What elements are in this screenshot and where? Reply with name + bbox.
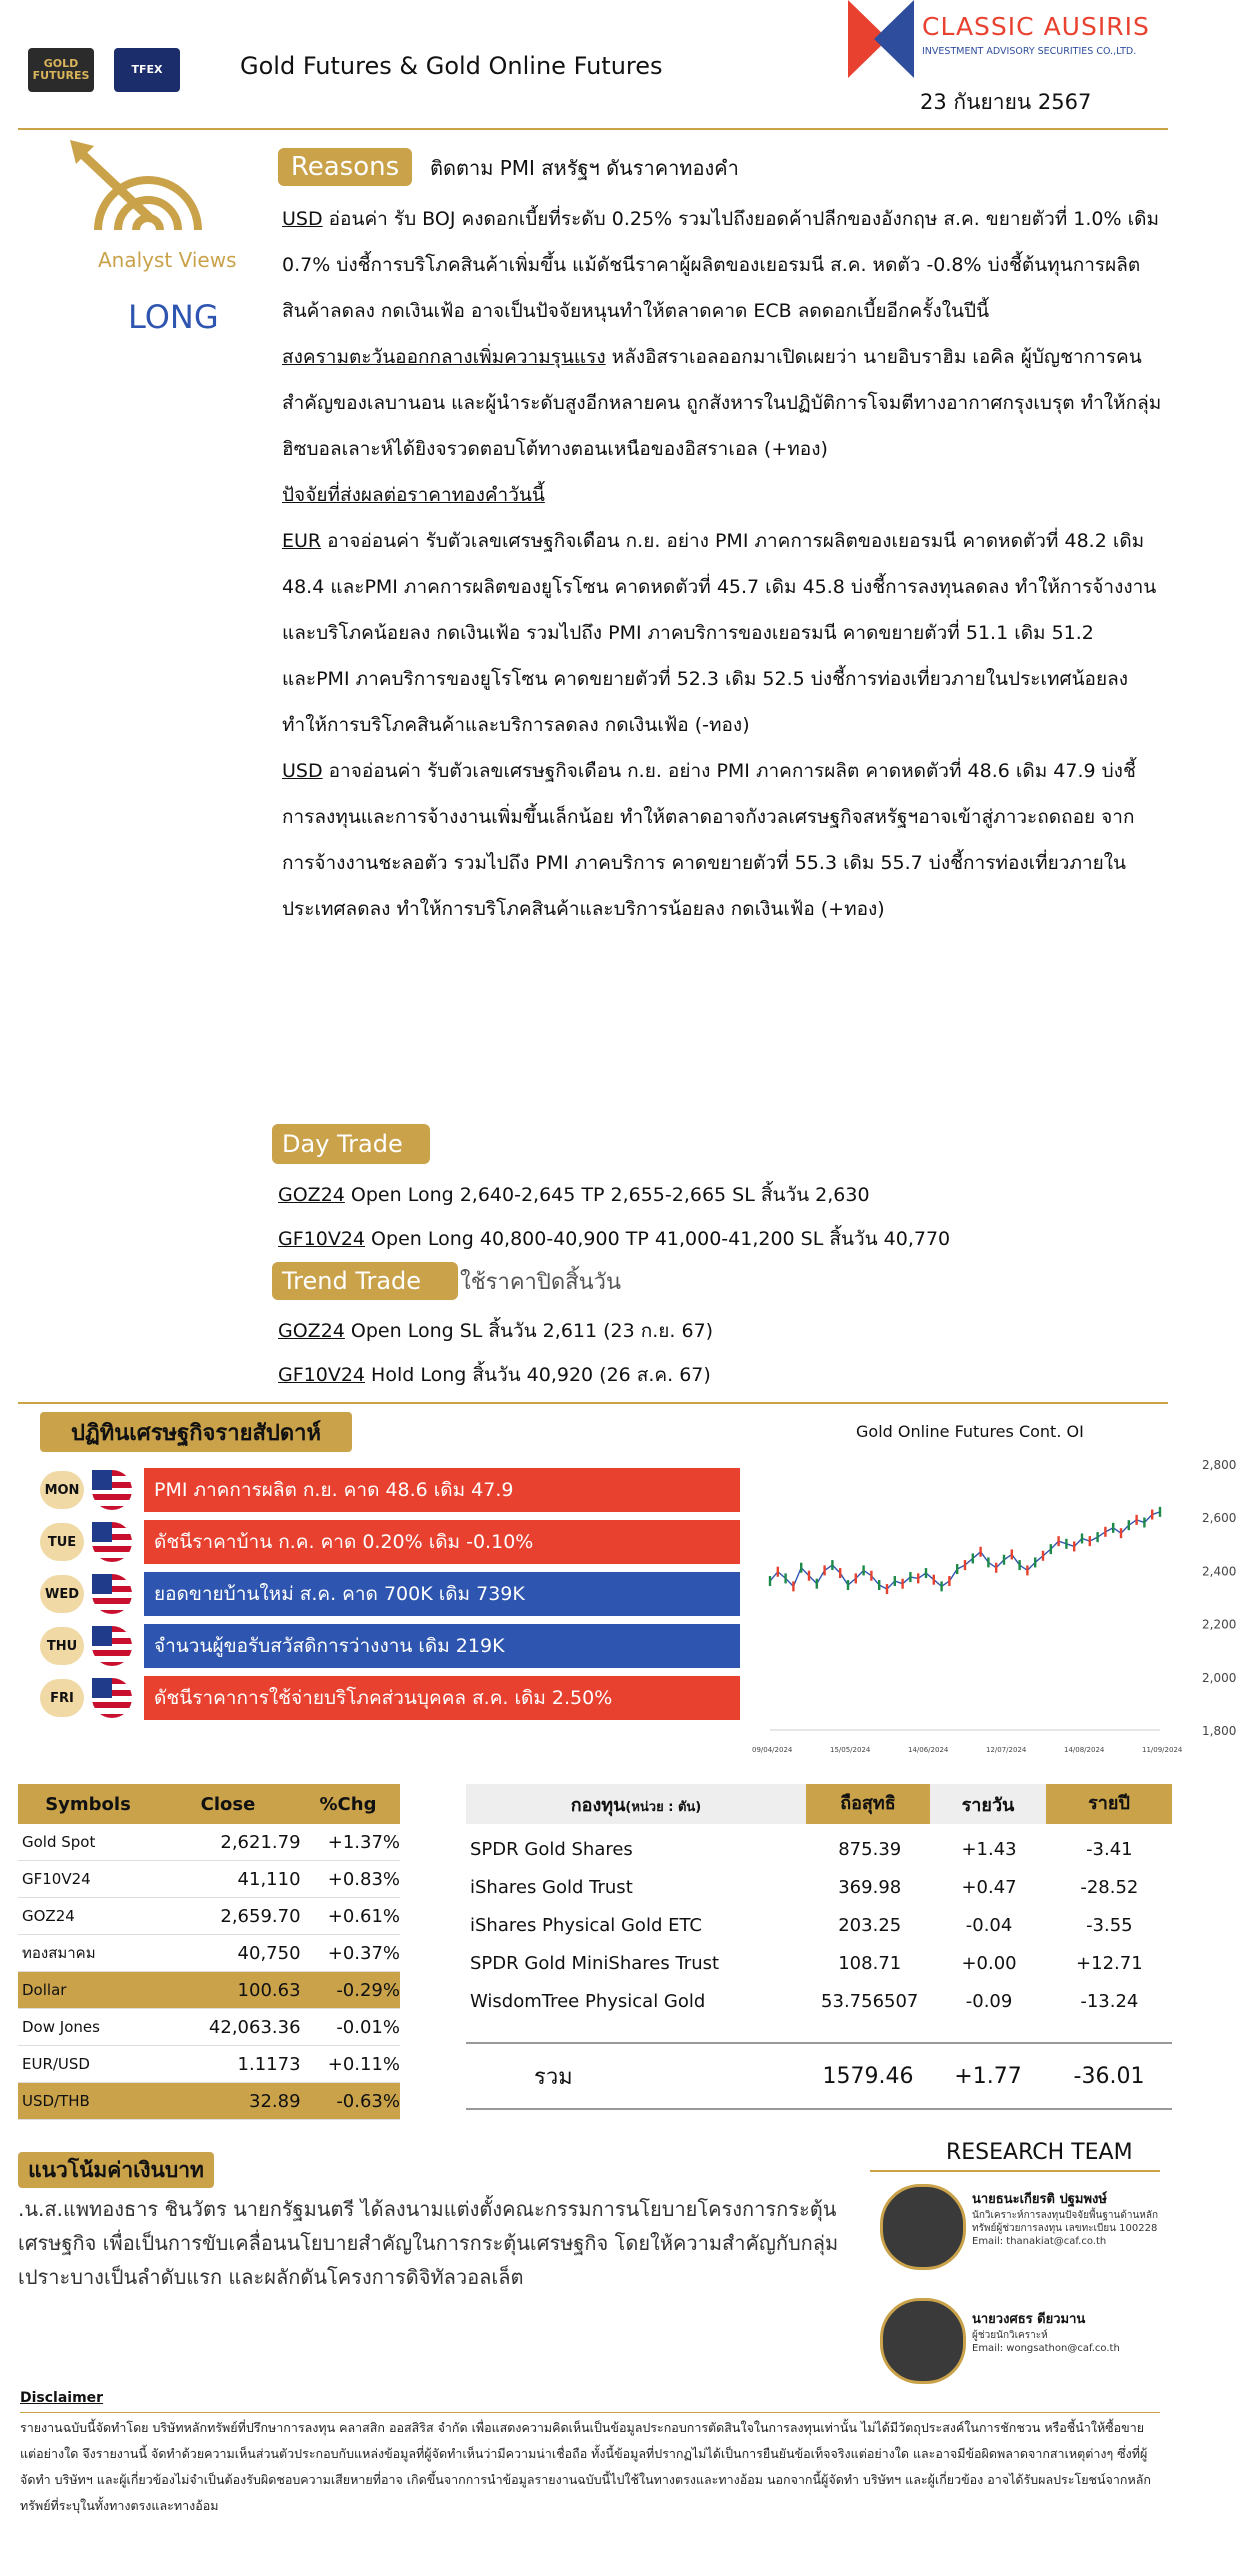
factors-heading: ปัจจัยที่ส่งผลต่อราคาทองคำวันนี้	[282, 484, 545, 506]
day-trade-goz24: GOZ24 Open Long 2,640-2,645 TP 2,655-2,665 SL สิ้นวัน 2,630	[278, 1184, 870, 1206]
data-point	[808, 1571, 810, 1581]
symbol-cell: GF10V24	[22, 1870, 91, 1888]
data-point	[995, 1563, 997, 1573]
data-point	[1050, 1544, 1052, 1554]
fund-total-row: รวม 1579.46 +1.77 -36.01	[534, 2063, 1145, 2090]
calendar-event: ยอดขายบ้านใหม่ ส.ค. คาด 700K เดิม 739K	[144, 1572, 740, 1616]
data-point	[925, 1568, 927, 1578]
table-row	[18, 1861, 400, 1898]
daily-cell: +1.43	[961, 1838, 1017, 1860]
daily-cell: +0.47	[961, 1876, 1017, 1898]
research-divider	[870, 2170, 1160, 2172]
section-divider	[18, 1402, 1168, 1404]
table-row	[18, 2009, 400, 2046]
fund-table	[466, 1784, 1172, 2110]
us-flag-icon	[92, 1522, 132, 1562]
data-point	[1042, 1551, 1044, 1561]
yearly-cell: -28.52	[1080, 1876, 1139, 1898]
chg-cell: -0.29%	[336, 1979, 400, 2001]
market-table	[18, 1784, 400, 2120]
data-point	[917, 1573, 919, 1583]
calendar-row	[40, 1518, 740, 1566]
close-cell: 2,659.70	[220, 1905, 301, 1927]
calendar-event: ดัชนีราคาการใช้จ่ายบริโภคส่วนบุคคล ส.ค. เดิม 2.50%	[144, 1676, 740, 1720]
col-fund: กองทุน(หน่วย : ตัน)	[570, 1794, 702, 1816]
brand-name: CLASSIC AUSIRIS	[922, 12, 1150, 41]
data-point	[1057, 1536, 1059, 1546]
series-line	[770, 1512, 1160, 1589]
data-point	[777, 1567, 779, 1577]
x-tick-label: 15/05/2024	[830, 1746, 871, 1754]
y-tick-label: 2,200	[1202, 1617, 1237, 1632]
calendar-row	[40, 1622, 740, 1670]
data-point	[823, 1565, 825, 1575]
chg-cell: +0.83%	[327, 1868, 400, 1890]
close-cell: 1.1173	[237, 2053, 301, 2075]
calendar-event: จำนวนผู้ขอรับสวัสดิการว่างงาน เดิม 219K	[144, 1624, 740, 1668]
chg-cell: +0.37%	[327, 1942, 400, 1964]
fund-total-bottom	[466, 2108, 1172, 2110]
market-table-body	[18, 1824, 400, 2120]
position-label: LONG	[128, 298, 219, 336]
report-date: 23 กันยายน 2567	[920, 90, 1092, 114]
us-flag-icon	[92, 1678, 132, 1718]
data-point	[1003, 1555, 1005, 1565]
data-point	[979, 1547, 981, 1557]
us-flag-icon	[92, 1574, 132, 1614]
data-point	[1026, 1565, 1028, 1575]
data-point	[816, 1579, 818, 1589]
data-point	[1151, 1510, 1153, 1520]
header-divider	[18, 128, 1168, 130]
data-point	[886, 1584, 888, 1594]
chg-cell: +1.37%	[327, 1831, 400, 1853]
table-row	[466, 1906, 1172, 1944]
reason-middle-east: สงครามตะวันออกกลางเพิ่มความรุนแรง หลังอิสราเอลออกมาเปิดเผยว่า นายอิบราฮิม เอคิล ผู้บัญชาการคนสำคัญของเลบานอน และผู้นำระดับสูงอีกหลายคน ถูกสังหารในปฏิบัติการโจมตีทางอากาศกรุงเบรุต ทำให้กลุ่มฮิซบอลเลาะห์ได้ยิงจรวดตอบโต้ทางตอนเหนือของอิสราเอล (+ทอง)	[282, 346, 1162, 460]
day-badge: FRI	[40, 1679, 84, 1717]
close-cell: 40,750	[237, 1942, 301, 1964]
reason-usd: USD อ่อนค่า รับ BOJ คงดอกเบี้ยที่ระดับ 0.25% รวมไปถึงยอดค้าปลีกของอังกฤษ ส.ค. ขยายตัวที่ 1.0% เดิม 0.7% บ่งชี้การบริโภคสินค้าเพิ่มขึ้น แม้ดัชนีราคาผู้ผลิตของเยอรมนี ส.ค. หดตัว -0.8% บ่งชี้ต้นทุนการผลิตสินค้าลดลง กดเงินเฟ้อ อาจเป็นปัจจัยหนุนทำให้ตลาดคาด ECB ลดดอกเบี้ยอีกครั้งในปีนี้	[282, 208, 1159, 322]
close-cell: 42,063.36	[208, 2016, 301, 2038]
researcher-2: นายวงศธร ดียวมาน ผู้ช่วยนักวิเคราะห์ Email: wongsathon@caf.co.th	[972, 2312, 1120, 2354]
fund-table-header	[466, 1784, 1172, 1824]
analyst-caption: Analyst Views	[98, 248, 237, 272]
calendar-row	[40, 1570, 740, 1618]
data-point	[1034, 1557, 1036, 1567]
calendar-event: ดัชนีราคาบ้าน ก.ค. คาด 0.20% เดิม -0.10%	[144, 1520, 740, 1564]
close-cell: 32.89	[249, 2090, 301, 2112]
fund-name: SPDR Gold Shares	[470, 1838, 633, 1860]
y-tick-label: 2,600	[1202, 1511, 1237, 1526]
col-yearly: รายปี	[1046, 1784, 1172, 1824]
data-point	[878, 1580, 880, 1590]
data-point	[1128, 1520, 1130, 1530]
data-point	[839, 1568, 841, 1578]
avatar	[880, 2184, 966, 2270]
calendar-title: ปฏิทินเศรษฐกิจรายสัปดาห์	[40, 1412, 352, 1452]
chg-cell: +0.61%	[327, 1905, 400, 1927]
data-point	[1073, 1541, 1075, 1551]
symbol-cell: Gold Spot	[22, 1833, 96, 1851]
calendar-row	[40, 1466, 740, 1514]
trend-trade-note: ใช้ราคาปิดสิ้นวัน	[460, 1270, 622, 1295]
data-point	[1159, 1507, 1161, 1517]
data-point	[956, 1564, 958, 1574]
day-badge: WED	[40, 1575, 84, 1613]
col-symbols: Symbols	[45, 1793, 131, 1815]
daily-cell: -0.09	[965, 1990, 1013, 2012]
col-close: Close	[200, 1793, 256, 1815]
disclaimer-rule	[20, 2412, 1160, 2413]
symbol-cell: USD/THB	[22, 2092, 90, 2110]
fund-name: iShares Physical Gold ETC	[470, 1914, 702, 1936]
us-flag-icon	[92, 1470, 132, 1510]
close-cell: 2,621.79	[220, 1831, 301, 1853]
data-point	[1018, 1560, 1020, 1570]
day-badge: TUE	[40, 1523, 84, 1561]
table-row	[18, 1935, 400, 1972]
market-table-header	[18, 1784, 400, 1824]
yearly-cell: -3.41	[1086, 1838, 1133, 1860]
y-tick-label: 1,800	[1202, 1724, 1237, 1738]
data-point	[1120, 1528, 1122, 1538]
holding-cell: 203.25	[838, 1914, 902, 1936]
table-row	[466, 1944, 1172, 1982]
day-badge: MON	[40, 1471, 84, 1509]
holding-cell: 53.756507	[821, 1990, 919, 2012]
gold-futures-logo: GOLD FUTURES	[28, 48, 94, 92]
data-point	[855, 1573, 857, 1583]
y-tick-label: 2,800	[1202, 1458, 1237, 1472]
analyst-target-icon	[68, 140, 228, 250]
day-trade-pill: Day Trade	[272, 1124, 430, 1164]
chart-title: Gold Online Futures Cont. OI	[856, 1422, 1084, 1441]
fund-name: SPDR Gold MiniShares Trust	[470, 1952, 720, 1974]
data-point	[894, 1576, 896, 1586]
data-point	[1143, 1518, 1145, 1528]
research-title: RESEARCH TEAM	[946, 2140, 1133, 2165]
daily-cell: +0.00	[961, 1952, 1017, 1974]
fund-table-body	[466, 1824, 1172, 2020]
data-point	[831, 1560, 833, 1570]
factor-usd: USD อาจอ่อนค่า รับตัวเลขเศรษฐกิจเดือน ก.ย. อย่าง PMI ภาคการผลิต คาดหดตัวที่ 48.6 เดิม 47.9 บ่งชี้การลงทุนและการจ้างงานเพิ่มขึ้นเล็กน้อย ทำให้ตลาดอาจกังวลเศรษฐกิจสหรัฐฯอาจเข้าสู่ภาวะถดถอย จากการจ้างงานชะลอตัว รวมไปถึง PMI ภาคบริการ คาดขยายตัวที่ 55.3 เดิม 55.7 บ่งชี้การท่องเที่ยวภายในประเทศลดลง ทำให้การบริโภคสินค้าและบริการน้อยลง กดเงินเฟ้อ (+ทอง)	[282, 760, 1136, 920]
data-point	[870, 1571, 872, 1581]
data-point	[1065, 1539, 1067, 1549]
holding-cell: 875.39	[838, 1838, 902, 1860]
col-holding: ถือสุทธิ	[806, 1784, 930, 1824]
trend-trade-gf10v24: GF10V24 Hold Long สิ้นวัน 40,920 (26 ส.ค. 67)	[278, 1364, 711, 1386]
data-point	[792, 1581, 794, 1591]
classic-ausiris-logo-icon	[848, 0, 914, 78]
symbol-cell: ทองสมาคม	[22, 1944, 96, 1962]
yearly-cell: -3.55	[1086, 1914, 1133, 1936]
disclaimer-title: Disclaimer	[20, 2390, 104, 2406]
factor-eur: EUR อาจอ่อนค่า รับตัวเลขเศรษฐกิจเดือน ก.ย. อย่าง PMI ภาคการผลิตของเยอรมนี คาดหดตัวที่ 48.2 เดิม 48.4 และPMI ภาคการผลิตของยูโรโซน คาดหดตัวที่ 45.7 เดิม 45.8 บ่งชี้การลงทุนลดลง ทำให้การจ้างงานและบริโภคน้อยลง กดเงินเฟ้อ รวมไปถึง PMI ภาคบริการของเยอรมนี คาดขยายตัวที่ 51.1 เดิม 51.2 และPMI ภาคบริการของยูโรโซน คาดขยายตัวที่ 52.3 เดิม 52.5 บ่งชี้การท่องเที่ยวภายในประเทศน้อยลง ทำให้การบริโภคสินค้าและบริการลดลง กดเงินเฟ้อ (-ทอง)	[282, 530, 1157, 736]
data-point	[784, 1573, 786, 1583]
data-point	[1089, 1536, 1091, 1546]
data-point	[933, 1575, 935, 1585]
calendar-row	[40, 1674, 740, 1722]
data-point	[940, 1581, 942, 1591]
symbol-cell: Dow Jones	[22, 2018, 100, 2036]
table-row	[18, 1972, 400, 2009]
table-row	[18, 1824, 400, 1861]
fund-name: iShares Gold Trust	[470, 1876, 633, 1898]
data-point	[948, 1576, 950, 1586]
close-cell: 41,110	[237, 1868, 301, 1890]
yearly-cell: +12.71	[1076, 1952, 1143, 1974]
chg-cell: -0.01%	[336, 2016, 400, 2038]
table-row	[466, 1982, 1172, 2020]
reasons-title: ติดตาม PMI สหรัฐฯ ดันราคาทองคำ	[430, 156, 739, 180]
data-point	[972, 1553, 974, 1563]
y-tick-label: 2,000	[1202, 1670, 1237, 1685]
trend-trade-pill: Trend Trade	[272, 1262, 458, 1300]
fund-name: WisdomTree Physical Gold	[470, 1990, 706, 2012]
daily-cell: -0.04	[965, 1914, 1013, 1936]
disclaimer-text: รายงานฉบับนี้จัดทำโดย บริษัทหลักทรัพย์ที่ปรึกษาการลงทุน คลาสสิก ออสสิริส จำกัด เพื่อแสดงความคิดเห็นเป็นข้อมูลประกอบการตัดสินใจในการลงทุนเท่านั้น ไม่ได้มีวัตถุประสงค์ในการชักชวน หรือชี้นำให้ซื้อขายแต่อย่างใด จึงรายงานนี้ จัดทำด้วยความเห็นส่วนตัวประกอบกับแหล่งข้อมูลที่ผู้จัดทำเห็นว่ามีความน่าเชื่อถือ ทั้งนี้ข้อมูลที่ปรากฏไม่ได้เป็นการยืนยันข้อเท็จจริงแต่อย่างใด และอาจมีข้อผิดพลาดจากสาเหตุต่างๆ ซึ่งที่ผู้จัดทำ บริษัทฯ และผู้เกี่ยวข้องไม่จำเป็นต้องรับผิดชอบความเสียหายที่อาจ เกิดขึ้นจากการนำข้อมูลรายงานฉบับนี้ไปใช้ในทางตรงและทางอ้อม นอกจากนี้ผู้จัดทำ บริษัทฯ และผู้เกี่ยวข้อง อาจได้รับผลประโยชน์จากหลักทรัพย์ที่ระบุในทั้งทางตรงและทางอ้อม	[20, 2420, 1151, 2513]
symbol-cell: Dollar	[22, 1981, 67, 1999]
brand-subtitle: INVESTMENT ADVISORY SECURITIES CO.,LTD.	[922, 46, 1137, 57]
calendar-event: PMI ภาคการผลิต ก.ย. คาด 48.6 เดิม 47.9	[144, 1468, 740, 1512]
us-flag-icon	[92, 1626, 132, 1666]
chg-cell: +0.11%	[327, 2053, 400, 2075]
data-point	[987, 1557, 989, 1567]
data-point	[1081, 1533, 1083, 1543]
symbol-cell: GOZ24	[22, 1907, 75, 1925]
x-tick-label: 11/09/2024	[1142, 1746, 1183, 1754]
researcher-1: นายธนะเกียรติ ปฐมพงษ์ นักวิเคราะห์การลงทุนปัจจัยพื้นฐานด้านหลักทรัพย์ผู้ช่วยการลงทุน เลขทะเบียน 100228 Email: thanakiat@caf.co.th	[972, 2192, 1159, 2247]
chg-cell: -0.63%	[336, 2090, 400, 2112]
data-point	[862, 1565, 864, 1575]
trend-trade-goz24: GOZ24 Open Long SL สิ้นวัน 2,611 (23 ก.ย. 67)	[278, 1320, 714, 1342]
holding-cell: 108.71	[838, 1952, 902, 1974]
data-point	[769, 1576, 771, 1586]
data-point	[1104, 1527, 1106, 1537]
reasons-body	[282, 196, 1162, 932]
data-point	[847, 1580, 849, 1590]
col-daily: รายวัน	[961, 1794, 1015, 1816]
data-point	[964, 1560, 966, 1570]
x-tick-label: 12/07/2024	[986, 1746, 1027, 1754]
currency-text: .น.ส.แพทองธาร ชินวัตร นายกรัฐมนตรี ได้ลงนามแต่งตั้งคณะกรรมการนโยบายโครงการกระตุ้นเศรษฐกิจ เพื่อเป็นการขับเคลื่อนนโยบายสำคัญในการกระตุ้นเศรษฐกิจ โดยให้ความสำคัญกับกลุ่มเปราะบางเป็นลำดับแรก และผลักดันโครงการดิจิทัลวอลเล็ต	[18, 2197, 839, 2289]
table-row	[466, 1868, 1172, 1906]
close-cell: 100.63	[237, 1979, 301, 2001]
data-point	[901, 1579, 903, 1589]
currency-title: แนวโน้มค่าเงินบาท	[18, 2152, 214, 2188]
col-chg: %Chg	[319, 1793, 377, 1815]
day-trade-gf10v24: GF10V24 Open Long 40,800-40,900 TP 41,000-41,200 SL สิ้นวัน 40,770	[278, 1228, 951, 1250]
table-row	[18, 2046, 400, 2083]
symbol-cell: EUR/USD	[22, 2055, 90, 2073]
y-tick-label: 2,400	[1202, 1564, 1237, 1579]
reasons-pill: Reasons	[278, 148, 412, 186]
data-point	[1096, 1532, 1098, 1542]
tfex-logo: TFEX	[114, 48, 180, 92]
data-point	[1135, 1515, 1137, 1525]
x-tick-label: 14/06/2024	[908, 1746, 949, 1754]
data-point	[1112, 1523, 1114, 1533]
data-point	[800, 1563, 802, 1573]
yearly-cell: -13.24	[1080, 1990, 1139, 2012]
oi-line-chart	[752, 1450, 1237, 1760]
table-row	[18, 2083, 400, 2120]
data-point	[909, 1572, 911, 1582]
page-title: Gold Futures & Gold Online Futures	[240, 52, 663, 80]
data-point	[1011, 1549, 1013, 1559]
x-tick-label: 09/04/2024	[752, 1746, 793, 1754]
table-row	[18, 1898, 400, 1935]
holding-cell: 369.98	[838, 1876, 902, 1898]
day-badge: THU	[40, 1627, 84, 1665]
table-row	[466, 1830, 1172, 1868]
x-tick-label: 14/08/2024	[1064, 1746, 1105, 1754]
avatar	[880, 2298, 966, 2384]
